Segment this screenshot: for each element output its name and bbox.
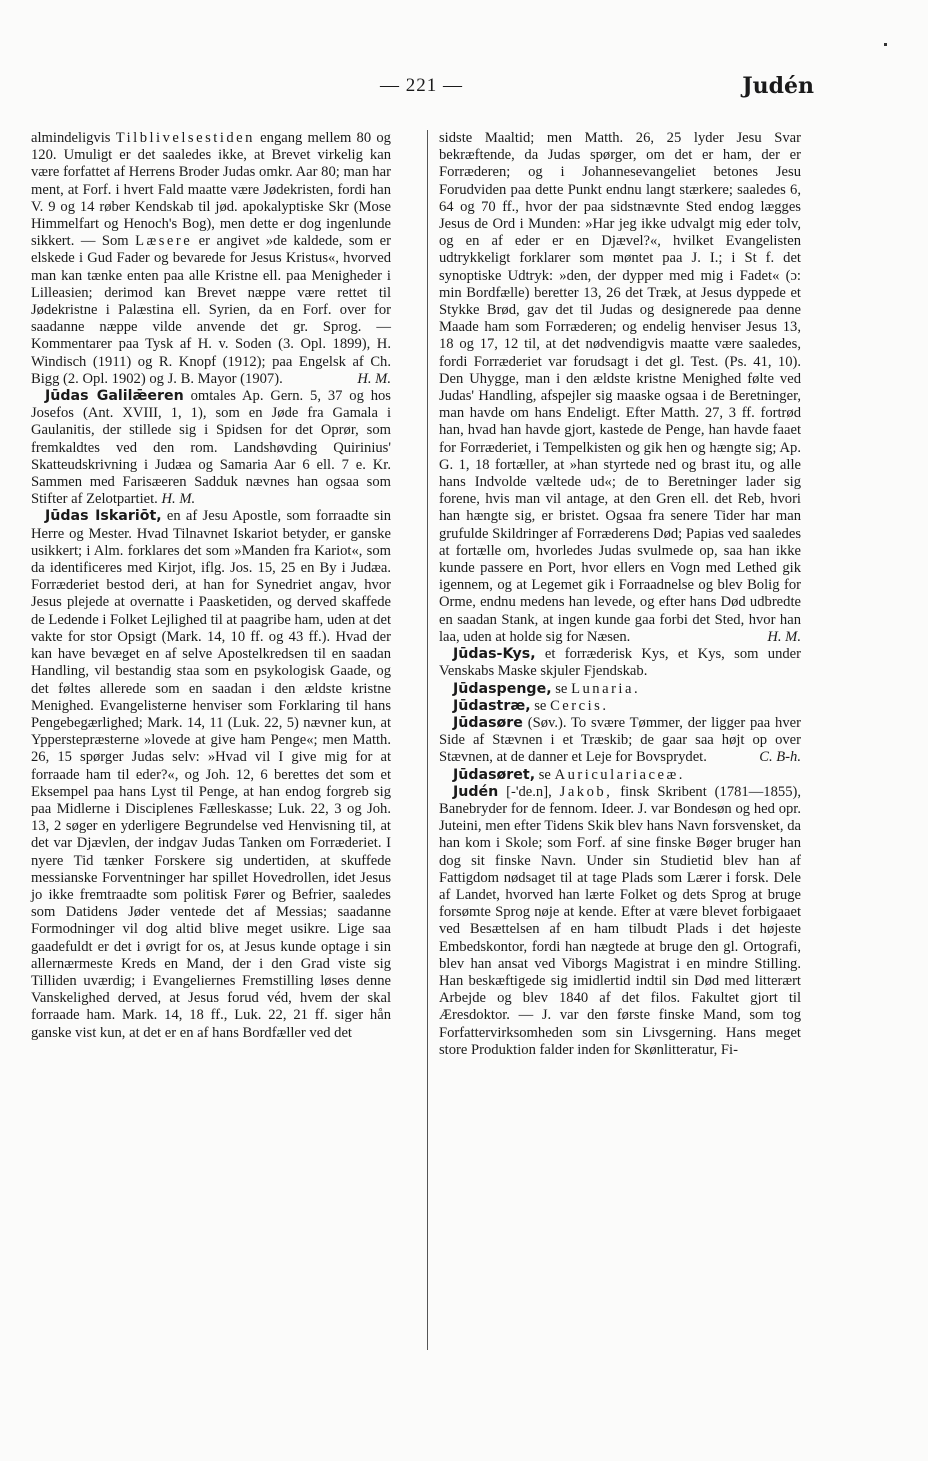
text-run: almindeligvis	[31, 130, 116, 146]
headword: Jūdas Iskariōt,	[45, 508, 162, 525]
headword: Jūdasøre	[453, 714, 523, 731]
entry-judaspenge	[439, 681, 801, 698]
entry-judasoere	[439, 715, 801, 767]
person-name: Jakob,	[559, 783, 613, 800]
entry-text: sidste Maaltid; men Matth. 26, 25 lyder Jesu Svar bekræftende, da Judas spørger, om det er ham, der er Forræderen; og i Johannesevangeliet betones Jesu Forudviden paa dette Punkt endnu langt stærkere; saaledes 6, 64 og 70 ff., hvor der paa sidstnævnte Sted endog lægges Jesus de Ord i Munden: »Har jeg ikke udvalgt mig eder tolv, og en af eder er en Djævel?«, hvilket Evangelisten udtrykkeligt forklarer som møntet paa J. I.; i St f. det synoptiske Udtryk: »den, der dypper med mig i Fadet« (ɔ: min Bordfælle) beretter 13, 26 det Træk, at Jesus dyppede et Stykke Brød, gav det til Judas og designerede paa denne Maade ham som Forræderen; og endelig henviser Jesus 13, 18 og 17, 12 til, at det nødvendigvis maatte være saaledes, fordi Forræderiet var forudsagt i det gl. Test. (Ps. 41, 10). Den Uhygge, man i den ældste kristne Menighed følte ved Judas' Handling, afspejler sig maaske ogsaa i de Beretninger, man havde om hans Endeligt. Efter Matth. 27, 3 ff. fortrød han, hvad han havde gjort, kastede de Penge, han havde faaet for Forræderiet, i Tempelkisten og gik hen og hængte sig; Ap. G. 1, 18 fortæller, at »han styrtede ned og brast itu, og alle hans Indvolde væltede ud«; de to Beretninger lader sig forene, hvis man vil antage, at den Gren ell. det Reb, hvori han hængte sig, er bristet. Ogsaa fra senere Tider har man grufulde Skildringer af Forræderens Død; Papias ved saaledes at fortælle om, hvorledes Judas svulmede op, saa han ikke kunde passere en Port, hvor ellers en Vogn med Lethed gik igennem, og at Legemet gik i Forraadnelse og blev Bolig for Orme, endnu medens han levede, og efter hans Død udbredte en saadan Stank, at ingen kunde gaa forbi det Sted, hvor han laa, uden at holde sig for Næsen.	[439, 130, 801, 645]
headword: Jūdaspenge,	[453, 680, 552, 697]
spaced-term: Tilblivelsestiden	[115, 130, 255, 146]
entry-judas-brev-continued	[31, 130, 391, 388]
entry-judas-galilaeeren	[31, 388, 391, 508]
scan-speck	[884, 43, 887, 46]
headword: Jūdasøret,	[453, 766, 536, 783]
text-run: engang mellem 80 og 120. Umuligt er det saaledes ikke, at Brevet virkelig kan være forfattet af Herrens Broder Judas omkr. Aar 80; man har ment, at Forf. i hvert Fald maatte være Jødekristen, fordi han V. 9 og 14 røber Kendskab til jød. apokalyptiske Skr (Mose Himmelfart og Henoch's Bog), men dette er dog ingenlunde sikkert. — Som	[31, 130, 391, 250]
author-signature: C. B-h.	[759, 749, 801, 766]
entry-text: [-'de.n],	[498, 783, 560, 800]
column-rule	[427, 130, 428, 1350]
entry-text: omtales Ap. Gern. 5, 37 og hos Josefos (Ant. XVIII, 1, 1), som en Jøde fra Gamala i Gaulanitis, der stillede sig i Spidsen for det Oprør, som fremkaldtes ved den rom. Landshøvding Quirinius' Skatteudskrivning i Judæa og Samaria Aar 6 ell. 7 e. Kr. Sammen med Farisæeren Sadduk nævnes han ogsaa som Stifter af Zelotpartiet.	[31, 388, 391, 508]
author-signature: H. M.	[767, 628, 801, 645]
text-run: er angivet »de kaldede, som er elskede i Gud Fader og bevarede for Jesus Kristus«, hvorved man kan tænke enten paa alle Kristne ell. paa Menigheder i Lilleasien; derimod kan Brevet næppe være rettet til Jødekristne i Palæstina ell. Syrien, da en Forf. over for saadanne næppe vilde anvende det gr. Sprog. — Kommentarer paa Tysk af H. v. Soden (3. Opl. 1899), H. Windisch (1911) og R. Knopf (1912); paa Engelsk af Ch. Bigg (2. Opl. 1902) og J. B. Mayor (1907).	[31, 233, 391, 387]
headword: Jūdastræ,	[453, 697, 531, 714]
cross-reference: Lunaria.	[571, 680, 641, 697]
entry-text: se	[551, 680, 572, 697]
entry-judas-iskariot	[31, 508, 391, 1041]
entry-juden	[439, 784, 801, 1059]
spaced-term: Læsere	[135, 233, 193, 250]
right-column	[439, 130, 801, 1059]
cross-reference: Cercis.	[550, 697, 609, 714]
page-header	[30, 75, 814, 105]
author-signature: H. M.	[161, 491, 196, 508]
headword: Judén	[453, 783, 499, 800]
entry-text: se	[535, 766, 555, 783]
running-head: Judén	[742, 73, 814, 99]
page-number: — 221 —	[380, 75, 463, 96]
entry-judastrae	[439, 698, 801, 715]
entry-text: finsk Skribent (1781—1855), Banebryder for de fennom. Ideer. J. var Bondesøn og hed opr. Juteini, men efter Tidens Skik blev hans Navn forsvensket, da han kom i Skole; som Forf. af sine finske Bøger bruger han dog sit finske Navn. Under sin Studietid blev han af Fattigdom nødsaget til at tage Plads som Lærer i forsk. Dele af Landet, hvorved han lærte Folket og dets Sprog at bruge forsømte Sprog nøje at kende. Efter at være blevet forbigaaet ved Besættelsen af en ham tilbudt Plads i det højeste Embedskontor, fordi han nægtede at bruge den gl. Ortografi, blev han ansat ved Viborgs Magistrat i en mindre Stilling. Han beskæftigede sig imidlertid indtil sin Død med litterært Arbejde og blev 1840 af det filos. Fakultet gjort til Æresdoktor. — J. var den første finske Mand, som tog Forfattervirksomheden som sin Livsgerning. Hans meget store Produktion falder inden for Skønlitteratur, Fi-	[439, 783, 801, 1058]
entry-text: et forræderisk Kys, et Kys, som under Venskabs Maske skjuler Fjendskab.	[439, 646, 801, 680]
entry-text: (Søv.). To svære Tømmer, der ligger paa hver Side af Stævnen i et Træskib; de gaar saa højt op over Stævnen, at de danner et Leje for Bovsprydet.	[439, 714, 801, 766]
entry-judasoeret	[439, 767, 801, 784]
entry-judas-kys	[439, 646, 801, 680]
author-signature: H. M.	[357, 370, 391, 387]
left-column	[31, 130, 391, 1042]
cross-reference: Auriculariaceæ.	[554, 766, 685, 783]
entry-text: se	[530, 697, 551, 714]
entry-text: en af Jesu Apostle, som forraadte sin Herre og Mester. Hvad Tilnavnet Iskariot betyder, er ganske usikkert; i Alm. forklares det som »Manden fra Kariot«, som da identificeres med Kirjot, iflg. Jos. 15, 25 en By i Judæa. Forræderiet bestod deri, at han for Synedriet angav, hvor Jesus plejede at overnatte i Paasketiden, og derved skaffede de Ledende i Folket Lejlighed til at paagribe ham, uden at det vakte for stor Opsigt (Mark. 14, 10 ff. og 43 ff.). Hvad der kan have bevæget en af selve Apostelkredsen til en saadan Handling, vil bestandig staa som en psykologisk Gaade, og det føltes allerede som en saadan i den ældste kristne Menighed. Evangelisterne henviser som Forklaring til hans Pengebegærlighed; Mark. 14, 11 (Luk. 22, 5) nævner kun, at Ypperstepræsterne »lovede at give ham Penge«; men Matth. 26, 15 spørger Judas selv: »Hvad vil I give mig for at forraade ham til eder?«, og Joh. 12, 6 berettes det som et Eksempel paa hans Lyst til Penge, at han endog forgreb sig paa Midlerne i Disciplenes Fælleskasse; Luk. 22, 3 og Joh. 13, 2 søger en yderligere Begrundelse ved Henvisning til, at det var Djævlen, der indgav Judas Tanken om Forræderiet. I nyere Tid tænker Forskere sig undertiden, at skuffede messianske Forventninger har spillet Hovedrollen, idet Jesus jo ikke fremtraadte som politisk Fører og Befrier, saaledes som Datidens Jøder ventede det af Messias; saadanne Formodninger vil dog altid blive meget usikre. Lige saa gaadefuldt er det i øvrigt for os, at Jesus kunde optage i sin allernærmeste Kreds en Mand, der i den Grad viste sig Tilliden uværdig; i Evangeliernes Fremstilling løses denne Vanskelighed derved, at Jesus forud véd, hvem der skal forraade ham. Mark. 14, 18 ff., Luk. 22, 21 ff. siger hån ganske vist kun, at det er en af hans Bordfæller ved det	[31, 508, 391, 1041]
headword: Jūdas Galilǣeren	[45, 388, 184, 405]
headword: Jūdas-Kys,	[453, 646, 536, 663]
entry-judas-iskariot-continued	[439, 130, 801, 646]
